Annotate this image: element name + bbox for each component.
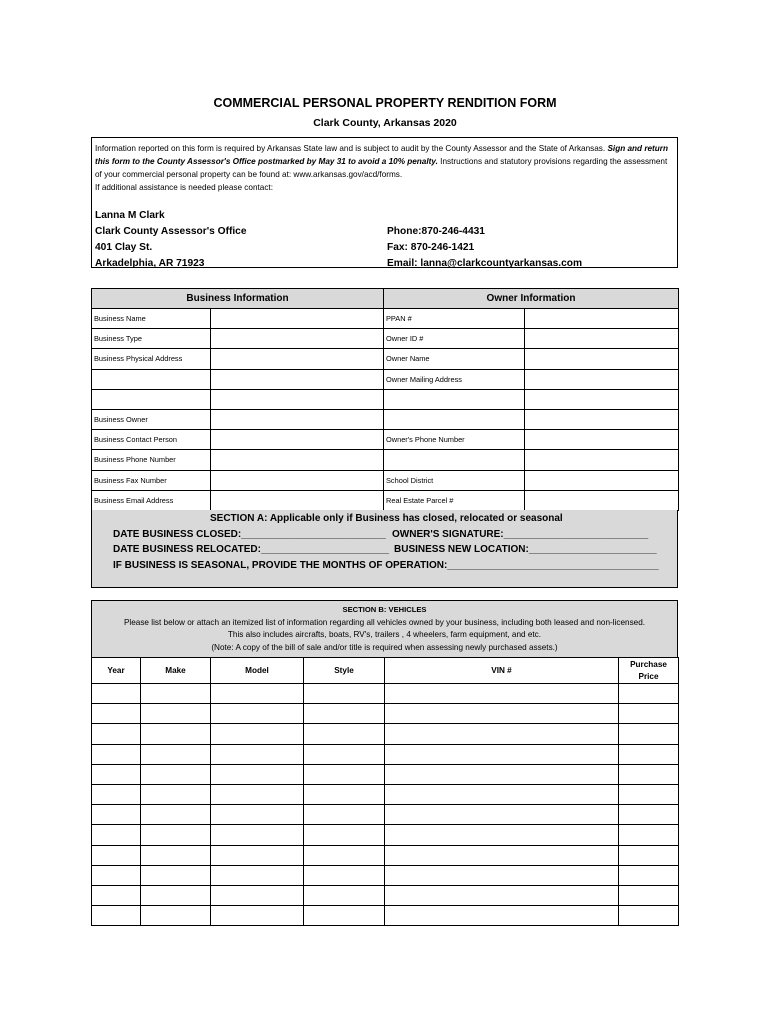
owner-field-input[interactable]	[525, 309, 679, 329]
vehicle-cell[interactable]	[92, 724, 141, 744]
vehicle-cell[interactable]	[211, 885, 304, 905]
business-field-input[interactable]	[211, 349, 384, 369]
business-field-label: Business Type	[92, 329, 211, 349]
vehicle-cell[interactable]	[619, 865, 679, 885]
info-emphasis: Sign and return this form to the County Assessor's Office postmarked by May 31 to avoid a 10% penalty.	[95, 144, 668, 166]
vehicle-row	[92, 805, 679, 825]
business-field-label: Business Owner	[92, 409, 211, 429]
owner-field-input[interactable]	[525, 490, 679, 510]
vehicle-column-header: Purchase Price	[619, 658, 679, 684]
vehicle-column-header: Model	[211, 658, 304, 684]
business-field-label: Business Email Address	[92, 490, 211, 510]
seasonal-months-field[interactable]: IF BUSINESS IS SEASONAL, PROVIDE THE MONTHS OF OPERATION:______________________________________	[113, 560, 659, 571]
contact-name: Lanna M Clark	[95, 210, 165, 221]
contact-office: Clark County Assessor's Office	[95, 226, 247, 237]
business-row	[92, 409, 679, 429]
vehicle-cell[interactable]	[92, 885, 141, 905]
vehicle-cell[interactable]	[141, 825, 211, 845]
vehicle-cell[interactable]	[211, 764, 304, 784]
vehicle-cell[interactable]	[211, 906, 304, 926]
owner-field-label: Real Estate Parcel #	[384, 490, 525, 510]
vehicle-cell[interactable]	[619, 764, 679, 784]
owner-field-input[interactable]	[525, 329, 679, 349]
business-field-label: Business Physical Address	[92, 349, 211, 369]
business-field-input[interactable]	[211, 409, 384, 429]
vehicle-cell[interactable]	[385, 906, 619, 926]
vehicle-cell[interactable]	[141, 684, 211, 704]
vehicle-table	[91, 657, 679, 926]
vehicle-cell[interactable]	[619, 805, 679, 825]
vehicle-cell[interactable]	[92, 865, 141, 885]
owner-field-input[interactable]	[525, 389, 679, 409]
vehicle-cell[interactable]	[211, 825, 304, 845]
new-location-field[interactable]: BUSINESS NEW LOCATION:_______________________	[394, 544, 657, 555]
business-field-label: Business Contact Person	[92, 430, 211, 450]
vehicle-cell[interactable]	[385, 744, 619, 764]
vehicle-row	[92, 724, 679, 744]
vehicle-cell[interactable]	[385, 784, 619, 804]
section-a	[91, 510, 678, 588]
vehicle-row	[92, 845, 679, 865]
date-relocated-field[interactable]: DATE BUSINESS RELOCATED:_______________________	[113, 544, 389, 555]
vehicle-cell[interactable]	[141, 784, 211, 804]
vehicle-cell[interactable]	[304, 825, 385, 845]
business-row	[92, 349, 679, 369]
business-owner-table	[91, 288, 679, 511]
vehicle-cell[interactable]	[92, 845, 141, 865]
vehicle-column-header: Style	[304, 658, 385, 684]
vehicle-cell[interactable]	[211, 684, 304, 704]
info-line-3: If additional assistance is needed please contact:	[95, 183, 273, 192]
vehicle-cell[interactable]	[385, 865, 619, 885]
form-title: COMMERCIAL PERSONAL PROPERTY RENDITION FORM	[213, 96, 557, 110]
vehicle-cell[interactable]	[141, 865, 211, 885]
vehicle-cell[interactable]	[304, 684, 385, 704]
vehicle-cell[interactable]	[304, 885, 385, 905]
owner-field-label	[384, 450, 525, 470]
vehicle-row	[92, 744, 679, 764]
vehicle-cell[interactable]	[304, 704, 385, 724]
business-field-label: Business Fax Number	[92, 470, 211, 490]
business-field-input[interactable]	[211, 329, 384, 349]
owner-field-input[interactable]	[525, 409, 679, 429]
section-b-line-1: Please list below or attach an itemized list of information regarding all vehicles owned by your business, including both leased and non-licensed.	[123, 617, 646, 627]
vehicle-cell[interactable]	[141, 744, 211, 764]
business-row	[92, 470, 679, 490]
vehicle-cell[interactable]	[92, 744, 141, 764]
vehicle-cell[interactable]	[385, 845, 619, 865]
vehicle-cell[interactable]	[385, 764, 619, 784]
vehicle-cell[interactable]	[211, 744, 304, 764]
vehicle-cell[interactable]	[385, 885, 619, 905]
owner-field-input[interactable]	[525, 430, 679, 450]
date-closed-field[interactable]: DATE BUSINESS CLOSED:__________________________	[113, 529, 386, 540]
owner-field-label	[384, 409, 525, 429]
vehicle-cell[interactable]	[211, 724, 304, 744]
vehicle-row	[92, 764, 679, 784]
vehicle-cell[interactable]	[92, 784, 141, 804]
contact-fax: Fax: 870-246-1421	[387, 242, 475, 253]
vehicle-cell[interactable]	[141, 906, 211, 926]
vehicle-cell[interactable]	[211, 805, 304, 825]
business-field-label: Business Name	[92, 309, 211, 329]
business-field-input[interactable]	[211, 430, 384, 450]
vehicle-cell[interactable]	[304, 764, 385, 784]
vehicle-cell[interactable]	[92, 906, 141, 926]
vehicle-row	[92, 684, 679, 704]
owner-field-label: Owner Name	[384, 349, 525, 369]
vehicle-cell[interactable]	[619, 825, 679, 845]
vehicle-cell[interactable]	[141, 724, 211, 744]
vehicle-cell[interactable]	[304, 865, 385, 885]
vehicle-cell[interactable]	[92, 805, 141, 825]
vehicle-cell[interactable]	[619, 845, 679, 865]
info-line-1: Information reported on this form is required by Arkansas State law and is subject to audit by the County Assessor and the State of Arkansas.	[95, 144, 606, 153]
vehicle-cell[interactable]	[385, 805, 619, 825]
section-b-line-3: (Note: A copy of the bill of sale and/or title is required when assessing newly purchased assets.)	[211, 642, 558, 652]
business-field-input[interactable]	[211, 309, 384, 329]
contact-phone: Phone:870-246-4431	[387, 226, 485, 237]
vehicle-cell[interactable]	[385, 825, 619, 845]
vehicle-cell[interactable]	[141, 704, 211, 724]
info-text	[95, 142, 674, 194]
vehicle-cell[interactable]	[304, 845, 385, 865]
business-field-label	[92, 369, 211, 389]
vehicle-row	[92, 885, 679, 905]
owner-field-label	[384, 389, 525, 409]
vehicle-cell[interactable]	[211, 784, 304, 804]
vehicle-cell[interactable]	[619, 724, 679, 744]
contact-email: Email: lanna@clarkcountyarkansas.com	[387, 258, 583, 269]
business-row	[92, 389, 679, 409]
vehicle-row	[92, 704, 679, 724]
vehicle-column-header: Make	[141, 658, 211, 684]
vehicle-row	[92, 825, 679, 845]
business-row	[92, 490, 679, 510]
vehicle-column-header: Year	[92, 658, 141, 684]
vehicle-cell[interactable]	[619, 784, 679, 804]
business-row	[92, 450, 679, 470]
vehicle-row	[92, 865, 679, 885]
business-info-header: Business Information	[92, 289, 384, 309]
business-field-input[interactable]	[211, 470, 384, 490]
vehicle-cell[interactable]	[304, 906, 385, 926]
section-b-title: SECTION B: VEHICLES	[342, 605, 427, 614]
business-field-label: Business Phone Number	[92, 450, 211, 470]
section-a-title: SECTION A: Applicable only if Business has closed, relocated or seasonal	[210, 513, 563, 524]
section-b	[91, 600, 678, 657]
vehicle-cell[interactable]	[92, 704, 141, 724]
vehicle-cell[interactable]	[92, 764, 141, 784]
vehicle-cell[interactable]	[304, 784, 385, 804]
vehicle-cell[interactable]	[385, 724, 619, 744]
vehicle-row	[92, 906, 679, 926]
vehicle-cell[interactable]	[141, 764, 211, 784]
vehicle-column-header: VIN #	[385, 658, 619, 684]
business-row	[92, 430, 679, 450]
business-field-input[interactable]	[211, 389, 384, 409]
info-box	[91, 137, 678, 268]
business-row	[92, 329, 679, 349]
vehicle-cell[interactable]	[619, 906, 679, 926]
owner-info-header: Owner Information	[384, 289, 679, 309]
business-row	[92, 369, 679, 389]
form-subtitle: Clark County, Arkansas 2020	[313, 117, 457, 129]
vehicle-cell[interactable]	[619, 885, 679, 905]
contact-city: Arkadelphia, AR 71923	[95, 258, 205, 269]
owner-field-input[interactable]	[525, 470, 679, 490]
owner-field-label: PPAN #	[384, 309, 525, 329]
vehicle-cell[interactable]	[304, 744, 385, 764]
owner-field-input[interactable]	[525, 450, 679, 470]
vehicle-cell[interactable]	[385, 704, 619, 724]
business-field-input[interactable]	[211, 369, 384, 389]
vehicle-cell[interactable]	[92, 684, 141, 704]
vehicle-cell[interactable]	[385, 684, 619, 704]
owner-field-input[interactable]	[525, 349, 679, 369]
business-row	[92, 309, 679, 329]
owner-field-label: Owner's Phone Number	[384, 430, 525, 450]
vehicle-cell[interactable]	[141, 885, 211, 905]
owner-field-label: Owner Mailing Address	[384, 369, 525, 389]
section-b-line-2: This also includes aircrafts, boats, RV's, trailers , 4 wheelers, farm equipment, and etc.	[227, 630, 542, 639]
owner-field-label: School District	[384, 470, 525, 490]
info-line-2: Instructions and statutory provisions regarding the assessment of your commercial personal property can be found at: www.arkansas.gov/acd/forms.	[95, 157, 668, 179]
vehicle-cell[interactable]	[141, 845, 211, 865]
vehicle-cell[interactable]	[304, 724, 385, 744]
vehicle-cell[interactable]	[619, 744, 679, 764]
owner-field-input[interactable]	[525, 369, 679, 389]
contact-street: 401 Clay St.	[95, 242, 153, 253]
vehicle-cell[interactable]	[211, 845, 304, 865]
vehicle-cell[interactable]	[304, 805, 385, 825]
business-field-label	[92, 389, 211, 409]
vehicle-row	[92, 784, 679, 804]
owner-field-label: Owner ID #	[384, 329, 525, 349]
business-field-input[interactable]	[211, 450, 384, 470]
vehicle-cell[interactable]	[211, 704, 304, 724]
vehicle-cell[interactable]	[92, 825, 141, 845]
owner-signature-field[interactable]: OWNER'S SIGNATURE:__________________________	[392, 529, 649, 540]
vehicle-cell[interactable]	[619, 704, 679, 724]
vehicle-cell[interactable]	[211, 865, 304, 885]
vehicle-cell[interactable]	[619, 684, 679, 704]
vehicle-cell[interactable]	[141, 805, 211, 825]
business-field-input[interactable]	[211, 490, 384, 510]
